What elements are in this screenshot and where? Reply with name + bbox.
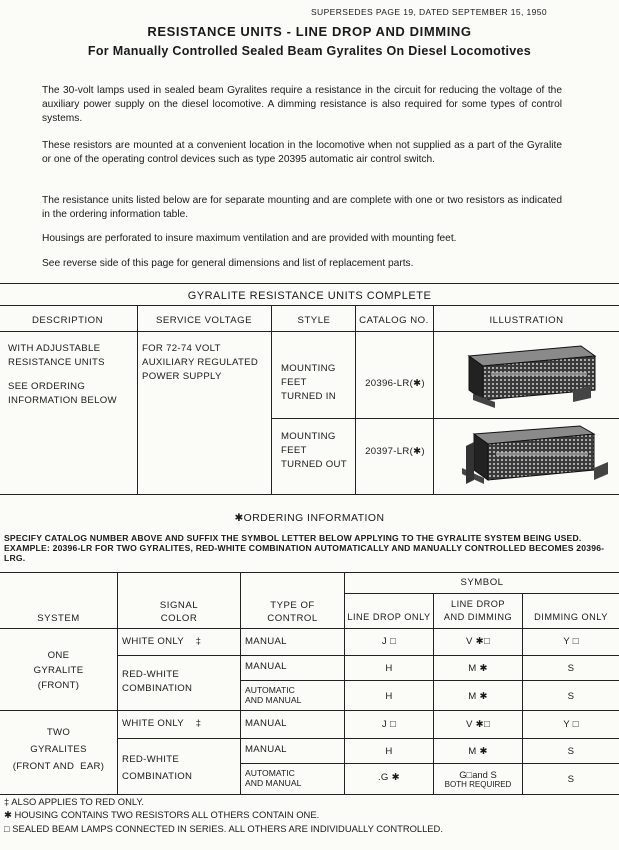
signal-white-only: WHITE ONLY ‡	[122, 636, 202, 647]
page-title: RESISTANCE UNITS - LINE DROP AND DIMMING	[147, 24, 472, 39]
control-type: MANUAL	[245, 718, 287, 729]
symbol-dimming: S	[567, 691, 575, 702]
supersedes-note: SUPERSEDES PAGE 19, DATED SEPTEMBER 15, 1950	[310, 7, 547, 17]
description-cell	[8, 342, 136, 408]
signal-red-white	[122, 751, 240, 785]
control-type	[245, 685, 301, 705]
style-line: FEET	[281, 445, 307, 456]
symbol-line-drop-dimming: V ✱□	[465, 636, 491, 647]
voltage-line: AUXILIARY REGULATED	[142, 357, 259, 368]
col-header-line-drop-and-dimming	[434, 598, 522, 624]
col-header-system: SYSTEM	[37, 613, 80, 624]
rule	[240, 763, 619, 764]
symbol-dimming: S	[567, 746, 575, 757]
symbol-line-drop-dimming: V ✱□	[465, 719, 491, 730]
signal-line: RED-WHITE	[122, 754, 180, 765]
control-type: MANUAL	[245, 744, 287, 755]
divider	[271, 306, 272, 494]
col-header-line-drop-only: LINE DROP ONLY	[347, 612, 431, 622]
divider	[137, 306, 138, 494]
control-line: AND MANUAL	[245, 695, 302, 705]
style-line: TURNED OUT	[281, 459, 347, 470]
intro-paragraph: The 30-volt lamps used in sealed beam Gyralites require a resistance in the circuit for reducing the voltage of the auxiliary power supply on the diesel locomotive. A dimming resistance is also required for some types of control systems.	[42, 85, 562, 124]
col-header-dimming-only: DIMMING ONLY	[534, 612, 608, 622]
rule	[271, 418, 619, 419]
signal-red-white	[122, 668, 240, 696]
symbol-dimming: Y □	[563, 636, 579, 647]
description-line: INFORMATION BELOW	[8, 395, 117, 406]
col-header-style: STYLE	[297, 315, 331, 326]
control-line: AND MANUAL	[245, 778, 302, 788]
col-header-description: DESCRIPTION	[31, 315, 104, 326]
symbol-line-drop: .G ✱	[377, 772, 401, 783]
header-line: AND DIMMING	[443, 612, 513, 622]
system-two-gyralites	[0, 724, 117, 775]
intro-paragraph: Housings are perforated to insure maximum ventilation and are provided with mounting feet.	[42, 233, 457, 244]
symbol-line-drop-dimming: M ✱	[468, 663, 488, 674]
symbol-line-drop: H	[385, 663, 393, 674]
symbol-line: G□and S	[459, 769, 497, 780]
header-line: COLOR	[160, 613, 198, 624]
system-line: (FRONT)	[37, 680, 80, 691]
symbol-line-drop-dimming: M ✱	[468, 746, 488, 757]
col-header-signal-color	[118, 599, 240, 625]
divider	[344, 573, 345, 795]
col-header-service-voltage: SERVICE VOLTAGE	[155, 315, 252, 326]
symbol-line-drop: H	[385, 691, 393, 702]
ordering-title: ✱ORDERING INFORMATION	[234, 513, 385, 524]
service-voltage-cell	[142, 342, 270, 384]
signal-white-only: WHITE ONLY ‡	[122, 718, 202, 729]
style-line: MOUNTING	[281, 431, 336, 442]
rule	[344, 593, 619, 594]
voltage-line: FOR 72-74 VOLT	[142, 343, 221, 354]
symbol-dimming: S	[567, 774, 575, 785]
description-line: SEE ORDERING	[8, 381, 86, 392]
header-line: LINE DROP	[450, 599, 506, 609]
intro-paragraph: These resistors are mounted at a convenient location in the locomotive when not supplied as a part of the Gyralite or one of the operating control devices such as type 20395 automatic air control switch.	[42, 140, 562, 165]
footnote-asterisk: ✱ HOUSING CONTAINS TWO RESISTORS ALL OTHERS CONTAIN ONE.	[4, 809, 320, 820]
divider	[433, 306, 434, 494]
style-cell	[281, 362, 355, 404]
system-line: (FRONT AND EAR)	[12, 761, 105, 772]
symbol-line-drop-dimming	[434, 770, 522, 790]
footnote-double-dagger: ‡ ALSO APPLIES TO RED ONLY.	[4, 796, 144, 807]
col-header-illustration: ILLUSTRATION	[489, 315, 564, 326]
style-cell	[281, 430, 355, 472]
rule	[240, 680, 619, 681]
signal-line: COMBINATION	[122, 683, 193, 694]
rule	[0, 710, 619, 711]
symbol-dimming: S	[567, 663, 575, 674]
resistor-unit-feet-out-illustration	[460, 422, 610, 494]
divider	[355, 306, 356, 494]
symbol-line: BOTH REQUIRED	[444, 780, 512, 789]
control-type: MANUAL	[245, 636, 287, 647]
signal-line: RED-WHITE	[122, 669, 180, 680]
rule	[0, 494, 619, 495]
rule	[0, 331, 619, 332]
description-line: RESISTANCE UNITS	[8, 357, 105, 368]
system-line: TWO	[46, 727, 71, 738]
col-header-catalog-no: CATALOG NO.	[359, 315, 429, 326]
control-type	[245, 768, 301, 788]
header-line: TYPE OF	[270, 600, 315, 611]
page-subtitle: For Manually Controlled Sealed Beam Gyralites On Diesel Locomotives	[87, 44, 532, 58]
resistor-unit-feet-in-illustration	[455, 342, 605, 414]
control-line: AUTOMATIC	[245, 768, 295, 778]
catalog-number: 20396-LR(✱)	[365, 378, 425, 389]
system-line: GYRALITE	[33, 665, 84, 676]
symbol-line-drop-dimming: M ✱	[468, 691, 488, 702]
control-line: AUTOMATIC	[245, 685, 295, 695]
style-line: MOUNTING	[281, 363, 336, 374]
rule	[0, 628, 619, 629]
control-type: MANUAL	[245, 661, 287, 672]
intro-paragraph: The resistance units listed below are for separate mounting and are complete with one or two resistors as indicated in the ordering information table.	[42, 195, 562, 220]
header-line: SIGNAL	[159, 600, 199, 611]
system-one-gyralite	[0, 648, 117, 693]
symbol-line-drop: J □	[381, 719, 397, 730]
style-line: TURNED IN	[281, 391, 336, 402]
signal-line: COMBINATION	[122, 771, 193, 782]
ordering-instructions: SPECIFY CATALOG NUMBER ABOVE AND SUFFIX THE SYMBOL LETTER BELOW APPLYING TO THE GYRALITE SYSTEM BEING USED. EXAMPLE: 20396-LR FOR TWO GYRALITES, RED-WHITE COMBINATION AUTOMATICALLY AND MANUALLY CONTROLLED BECOMES 20396-LRG.	[4, 533, 605, 563]
rule	[0, 305, 619, 306]
header-line: CONTROL	[267, 613, 318, 624]
intro-paragraph: See reverse side of this page for general dimensions and list of replacement parts.	[42, 258, 414, 269]
rule	[0, 283, 619, 284]
rule	[117, 738, 619, 739]
col-header-symbol: SYMBOL	[460, 577, 504, 588]
col-header-type-of-control	[241, 599, 344, 625]
symbol-dimming: Y □	[563, 719, 579, 730]
catalog-number: 20397-LR(✱)	[365, 446, 425, 457]
symbol-line-drop: J □	[381, 636, 397, 647]
voltage-line: POWER SUPPLY	[142, 371, 222, 382]
footnote-square: □ SEALED BEAM LAMPS CONNECTED IN SERIES. ALL OTHERS ARE INDIVIDUALLY CONTROLLED.	[4, 823, 443, 834]
symbol-line-drop: H	[385, 746, 393, 757]
description-line: WITH ADJUSTABLE	[8, 343, 101, 354]
units-table-title: GYRALITE RESISTANCE UNITS COMPLETE	[187, 290, 432, 302]
system-line: ONE	[47, 650, 70, 661]
rule	[0, 572, 619, 573]
style-line: FEET	[281, 377, 307, 388]
system-line: GYRALITES	[30, 744, 87, 755]
rule	[117, 655, 619, 656]
